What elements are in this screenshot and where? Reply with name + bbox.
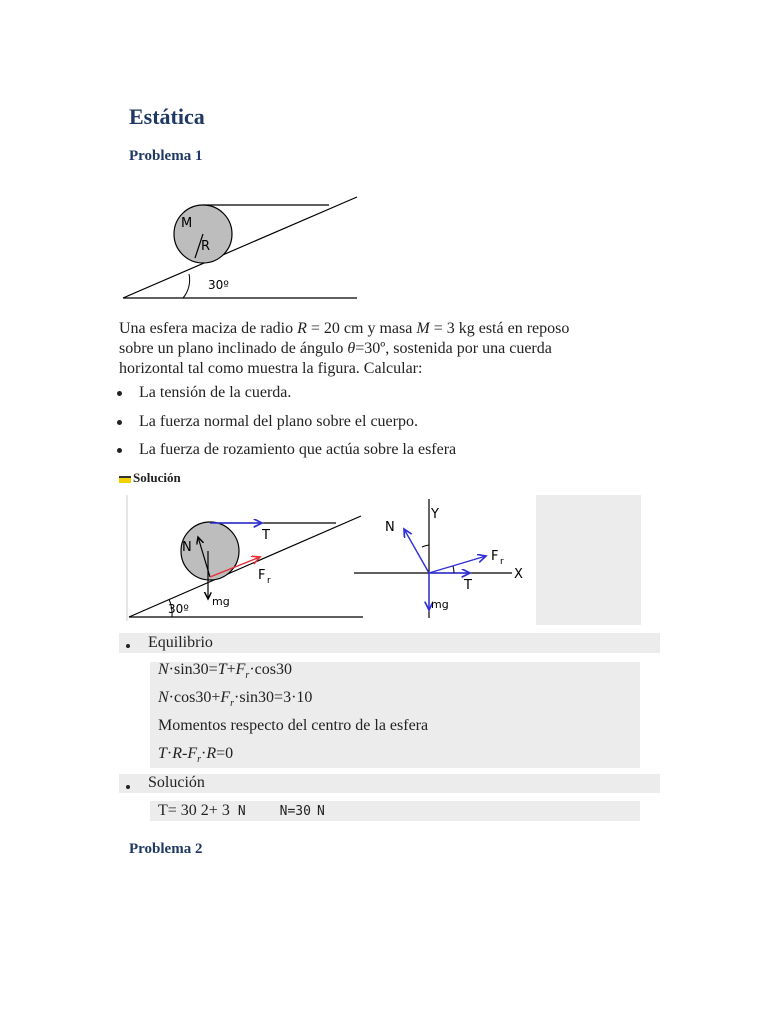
equation-1: $N\cdot\sin 30=T+F_r\cdot\cos 30$ [158,661,292,682]
equilibrium-label: Equilibrio [148,634,213,651]
bullet-icon [126,644,130,648]
angle-label: 30º [168,602,189,616]
problem-2-heading: Problema 2 [129,841,203,857]
solution-toggle[interactable] [119,470,181,486]
label-T: T [464,578,472,593]
problem-statement [119,319,639,379]
problem-1-heading: Problema 1 [129,148,203,164]
embedded-panel [536,495,641,625]
label-X: X [514,567,523,582]
incline-line [123,197,357,298]
label-R: R [201,239,211,254]
friction-vector [429,556,486,573]
equation-3: $T\cdot R-F_r\cdot R=0$ [158,745,234,766]
solution-label: Solución [148,774,205,791]
bullet-icon [126,785,130,789]
equation-2: $N\cdot\cos 30+F_r\cdot\sin 30=3\cdot 10$ [158,689,313,710]
label-mg: mg [431,598,449,611]
label-N: N [182,540,192,555]
result-T-unit: N [237,804,246,819]
result-T: T= 30 2+ 3 [158,802,230,819]
statement-line-1: Una esfera maciza de radio R = 20 cm y masa M = 3 kg está en reposo [119,320,570,337]
result-N-unit: N [316,804,325,819]
collapse-icon[interactable] [119,476,131,483]
angle-arc-f [453,566,454,573]
bullet-icon [117,391,122,396]
label-N: N [385,520,395,535]
solution-toggle-label: Solución [133,470,181,485]
label-mg: mg [212,595,230,608]
statement-line-3: horizontal tal como muestra la figura. Calcular: [119,360,423,377]
bullet-icon [117,448,122,453]
label-F: F [491,549,499,564]
normal-vector [404,529,429,573]
label-M: M [181,216,193,231]
figure-incline-sphere [115,190,365,305]
label-r-sub: r [500,557,504,567]
result-line [158,802,325,820]
angle-arc-n [422,545,429,547]
label-r-sub: r [267,576,271,586]
statement-line-2: sobre un plano inclinado de ángulo θ=30º, sostenida por una cuerda [119,340,552,357]
angle-arc [183,274,190,298]
page-title: Estática [129,104,205,129]
angle-label: 30º [208,278,229,292]
figure-forces-sphere [126,495,366,621]
label-F: F [258,568,266,583]
result-N: N=30 [279,804,311,819]
label-T: T [262,528,270,543]
label-Y: Y [431,507,439,522]
incline-line [129,516,361,617]
bullet-icon [117,420,122,425]
moments-label: Momentos respecto del centro de la esfera [158,717,429,734]
figure-free-body-diagram [352,496,532,621]
